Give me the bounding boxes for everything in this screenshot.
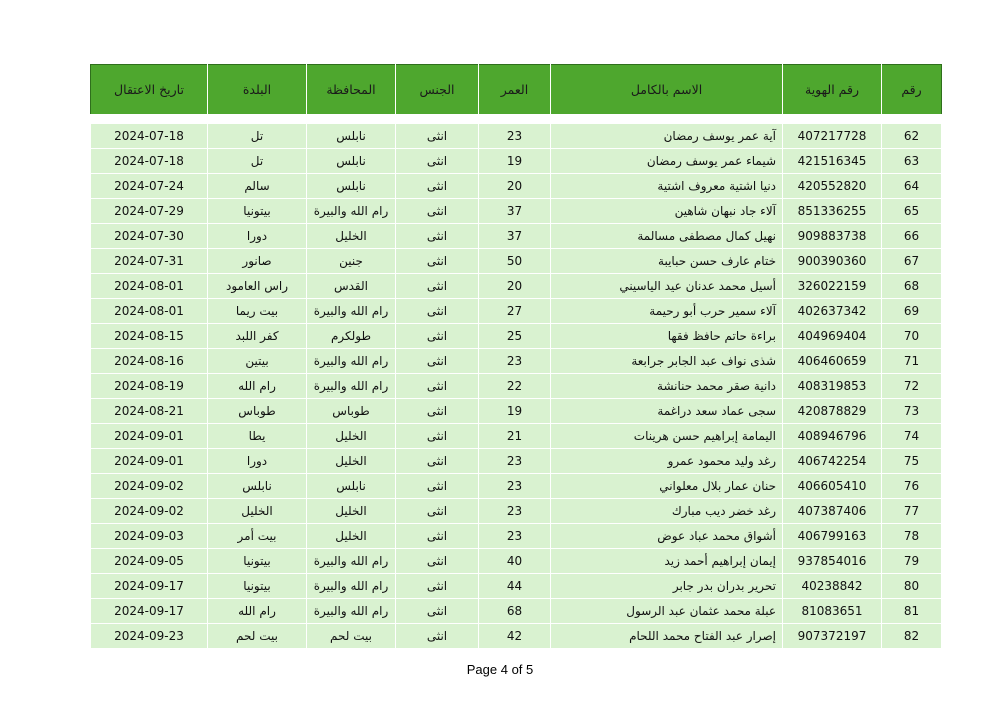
arrest-date-cell: 2024-08-01 xyxy=(91,299,208,324)
arrest-date-cell: 2024-07-18 xyxy=(91,149,208,174)
full-name-cell: إصرار عبد الفتاح محمد اللحام xyxy=(551,624,783,649)
gender-cell: انثى xyxy=(396,299,479,324)
governorate-cell: القدس xyxy=(307,274,396,299)
age-cell: 21 xyxy=(479,424,551,449)
town-cell: دورا xyxy=(208,449,307,474)
table-row xyxy=(91,374,942,399)
table-row xyxy=(91,324,942,349)
full-name-cell: نهيل كمال مصطفى مسالمة xyxy=(551,224,783,249)
id-number-cell: 40238842 xyxy=(783,574,882,599)
town-cell: بيت أمر xyxy=(208,524,307,549)
table-row xyxy=(91,399,942,424)
age-cell: 19 xyxy=(479,399,551,424)
full-name-cell: آية عمر يوسف رمضان xyxy=(551,124,783,149)
id-number-cell: 406799163 xyxy=(783,524,882,549)
governorate-cell: طولكرم xyxy=(307,324,396,349)
id-number-cell: 402637342 xyxy=(783,299,882,324)
age-cell: 68 xyxy=(479,599,551,624)
governorate-cell: نابلس xyxy=(307,149,396,174)
arrest-date-cell: 2024-09-01 xyxy=(91,449,208,474)
arrest-date-cell: 2024-08-21 xyxy=(91,399,208,424)
governorate-cell: الخليل xyxy=(307,524,396,549)
header-number: رقم xyxy=(882,65,942,115)
gender-cell: انثى xyxy=(396,474,479,499)
full-name-cell: سجى عماد سعد دراغمة xyxy=(551,399,783,424)
row-number-cell: 63 xyxy=(882,149,942,174)
gender-cell: انثى xyxy=(396,499,479,524)
table-row xyxy=(91,449,942,474)
id-number-cell: 81083651 xyxy=(783,599,882,624)
arrest-date-cell: 2024-07-29 xyxy=(91,199,208,224)
town-cell: بيت لحم xyxy=(208,624,307,649)
id-number-cell: 406460659 xyxy=(783,349,882,374)
header-id-number: رقم الهوية xyxy=(783,65,882,115)
gender-cell: انثى xyxy=(396,274,479,299)
town-cell: راس العامود xyxy=(208,274,307,299)
governorate-cell: رام الله والبيرة xyxy=(307,299,396,324)
age-cell: 23 xyxy=(479,449,551,474)
full-name-cell: آلاء سمير حرب أبو رحيمة xyxy=(551,299,783,324)
town-cell: بيت ريما xyxy=(208,299,307,324)
row-number-cell: 80 xyxy=(882,574,942,599)
id-number-cell: 406742254 xyxy=(783,449,882,474)
id-number-cell: 907372197 xyxy=(783,624,882,649)
full-name-cell: دانية صقر محمد حنانشة xyxy=(551,374,783,399)
gender-cell: انثى xyxy=(396,449,479,474)
town-cell: بيتونيا xyxy=(208,199,307,224)
arrest-date-cell: 2024-08-15 xyxy=(91,324,208,349)
full-name-cell: أشواق محمد عباد عوض xyxy=(551,524,783,549)
page-number: Page 4 of 5 xyxy=(466,662,534,677)
gender-cell: انثى xyxy=(396,524,479,549)
id-number-cell: 326022159 xyxy=(783,274,882,299)
full-name-cell: ختام عارف حسن حبايبة xyxy=(551,249,783,274)
table-header xyxy=(91,65,942,115)
governorate-cell: الخليل xyxy=(307,449,396,474)
town-cell: بيتونيا xyxy=(208,549,307,574)
gender-cell: انثى xyxy=(396,149,479,174)
arrest-date-cell: 2024-09-05 xyxy=(91,549,208,574)
id-number-cell: 900390360 xyxy=(783,249,882,274)
table-row xyxy=(91,549,942,574)
gender-cell: انثى xyxy=(396,574,479,599)
id-number-cell: 420552820 xyxy=(783,174,882,199)
governorate-cell: بيت لحم xyxy=(307,624,396,649)
age-cell: 25 xyxy=(479,324,551,349)
town-cell: بيتين xyxy=(208,349,307,374)
governorate-cell: رام الله والبيرة xyxy=(307,374,396,399)
row-number-cell: 75 xyxy=(882,449,942,474)
table-row xyxy=(91,224,942,249)
detainees-table xyxy=(90,64,942,649)
age-cell: 19 xyxy=(479,149,551,174)
arrest-date-cell: 2024-09-02 xyxy=(91,499,208,524)
gender-cell: انثى xyxy=(396,324,479,349)
full-name-cell: براءة حاتم حافظ فقها xyxy=(551,324,783,349)
id-number-cell: 909883738 xyxy=(783,224,882,249)
arrest-date-cell: 2024-09-01 xyxy=(91,424,208,449)
table-row xyxy=(91,174,942,199)
table-row xyxy=(91,299,942,324)
gender-cell: انثى xyxy=(396,549,479,574)
full-name-cell: إيمان إبراهيم أحمد زيد xyxy=(551,549,783,574)
town-cell: كفر اللبد xyxy=(208,324,307,349)
row-number-cell: 82 xyxy=(882,624,942,649)
id-number-cell: 407387406 xyxy=(783,499,882,524)
town-cell: دورا xyxy=(208,224,307,249)
header-full-name: الاسم بالكامل xyxy=(551,65,783,115)
table-row xyxy=(91,349,942,374)
age-cell: 27 xyxy=(479,299,551,324)
arrest-date-cell: 2024-07-31 xyxy=(91,249,208,274)
age-cell: 23 xyxy=(479,349,551,374)
gender-cell: انثى xyxy=(396,424,479,449)
row-number-cell: 73 xyxy=(882,399,942,424)
table-row xyxy=(91,124,942,149)
age-cell: 22 xyxy=(479,374,551,399)
arrest-date-cell: 2024-09-02 xyxy=(91,474,208,499)
row-number-cell: 69 xyxy=(882,299,942,324)
governorate-cell: الخليل xyxy=(307,224,396,249)
table-row xyxy=(91,249,942,274)
full-name-cell: اليمامة إبراهيم حسن هرينات xyxy=(551,424,783,449)
full-name-cell: حنان عمار بلال معلواني xyxy=(551,474,783,499)
full-name-cell: دنيا اشتية معروف اشتية xyxy=(551,174,783,199)
gender-cell: انثى xyxy=(396,199,479,224)
age-cell: 23 xyxy=(479,124,551,149)
gender-cell: انثى xyxy=(396,374,479,399)
row-number-cell: 65 xyxy=(882,199,942,224)
row-number-cell: 81 xyxy=(882,599,942,624)
row-number-cell: 64 xyxy=(882,174,942,199)
full-name-cell: أسيل محمد عدنان عيد الياسيني xyxy=(551,274,783,299)
town-cell: نابلس xyxy=(208,474,307,499)
town-cell: بيتونيا xyxy=(208,574,307,599)
arrest-date-cell: 2024-09-23 xyxy=(91,624,208,649)
row-number-cell: 68 xyxy=(882,274,942,299)
full-name-cell: عبلة محمد عثمان عبد الرسول xyxy=(551,599,783,624)
row-number-cell: 67 xyxy=(882,249,942,274)
town-cell: صانور xyxy=(208,249,307,274)
header-row xyxy=(91,65,942,115)
row-number-cell: 74 xyxy=(882,424,942,449)
gender-cell: انثى xyxy=(396,399,479,424)
full-name-cell: تحرير بدران بدر جابر xyxy=(551,574,783,599)
id-number-cell: 406605410 xyxy=(783,474,882,499)
row-number-cell: 72 xyxy=(882,374,942,399)
table-row xyxy=(91,524,942,549)
row-number-cell: 70 xyxy=(882,324,942,349)
governorate-cell: نابلس xyxy=(307,474,396,499)
gender-cell: انثى xyxy=(396,349,479,374)
row-number-cell: 66 xyxy=(882,224,942,249)
full-name-cell: شيماء عمر يوسف رمضان xyxy=(551,149,783,174)
town-cell: سالم xyxy=(208,174,307,199)
town-cell: تل xyxy=(208,149,307,174)
full-name-cell: رغد خضر ديب مبارك xyxy=(551,499,783,524)
row-number-cell: 71 xyxy=(882,349,942,374)
id-number-cell: 404969404 xyxy=(783,324,882,349)
age-cell: 20 xyxy=(479,274,551,299)
governorate-cell: رام الله والبيرة xyxy=(307,199,396,224)
governorate-cell: رام الله والبيرة xyxy=(307,574,396,599)
gender-cell: انثى xyxy=(396,224,479,249)
age-cell: 37 xyxy=(479,199,551,224)
table-row xyxy=(91,624,942,649)
governorate-cell: رام الله والبيرة xyxy=(307,549,396,574)
header-governorate: المحافظة xyxy=(307,65,396,115)
governorate-cell: طوباس xyxy=(307,399,396,424)
arrest-date-cell: 2024-07-30 xyxy=(91,224,208,249)
full-name-cell: رغد وليد محمود عمرو xyxy=(551,449,783,474)
town-cell: يطا xyxy=(208,424,307,449)
table-row xyxy=(91,149,942,174)
age-cell: 20 xyxy=(479,174,551,199)
id-number-cell: 421516345 xyxy=(783,149,882,174)
row-number-cell: 76 xyxy=(882,474,942,499)
arrest-date-cell: 2024-09-03 xyxy=(91,524,208,549)
gender-cell: انثى xyxy=(396,624,479,649)
governorate-cell: رام الله والبيرة xyxy=(307,349,396,374)
table-row xyxy=(91,474,942,499)
table-row xyxy=(91,199,942,224)
gender-cell: انثى xyxy=(396,124,479,149)
age-cell: 37 xyxy=(479,224,551,249)
table-row xyxy=(91,274,942,299)
table-row xyxy=(91,574,942,599)
governorate-cell: الخليل xyxy=(307,424,396,449)
table-row xyxy=(91,424,942,449)
arrest-date-cell: 2024-09-17 xyxy=(91,574,208,599)
id-number-cell: 420878829 xyxy=(783,399,882,424)
age-cell: 50 xyxy=(479,249,551,274)
id-number-cell: 408946796 xyxy=(783,424,882,449)
gender-cell: انثى xyxy=(396,599,479,624)
age-cell: 44 xyxy=(479,574,551,599)
age-cell: 40 xyxy=(479,549,551,574)
header-arrest-date: تاريخ الاعتقال xyxy=(91,65,208,115)
governorate-cell: نابلس xyxy=(307,174,396,199)
town-cell: طوباس xyxy=(208,399,307,424)
age-cell: 23 xyxy=(479,524,551,549)
town-cell: رام الله xyxy=(208,599,307,624)
full-name-cell: شذى نواف عبد الجابر جرابعة xyxy=(551,349,783,374)
governorate-cell: نابلس xyxy=(307,124,396,149)
id-number-cell: 851336255 xyxy=(783,199,882,224)
id-number-cell: 408319853 xyxy=(783,374,882,399)
row-number-cell: 62 xyxy=(882,124,942,149)
table-body xyxy=(91,115,942,649)
arrest-date-cell: 2024-09-17 xyxy=(91,599,208,624)
town-cell: الخليل xyxy=(208,499,307,524)
age-cell: 23 xyxy=(479,499,551,524)
header-gender: الجنس xyxy=(396,65,479,115)
town-cell: رام الله xyxy=(208,374,307,399)
row-number-cell: 77 xyxy=(882,499,942,524)
age-cell: 23 xyxy=(479,474,551,499)
arrest-date-cell: 2024-08-01 xyxy=(91,274,208,299)
header-spacer-row xyxy=(91,115,942,124)
id-number-cell: 937854016 xyxy=(783,549,882,574)
governorate-cell: رام الله والبيرة xyxy=(307,599,396,624)
arrest-date-cell: 2024-08-16 xyxy=(91,349,208,374)
header-town: البلدة xyxy=(208,65,307,115)
id-number-cell: 407217728 xyxy=(783,124,882,149)
governorate-cell: الخليل xyxy=(307,499,396,524)
town-cell: تل xyxy=(208,124,307,149)
gender-cell: انثى xyxy=(396,174,479,199)
table-row xyxy=(91,499,942,524)
governorate-cell: جنين xyxy=(307,249,396,274)
table-row xyxy=(91,599,942,624)
row-number-cell: 79 xyxy=(882,549,942,574)
gender-cell: انثى xyxy=(396,249,479,274)
spacer-cell xyxy=(91,115,942,124)
arrest-date-cell: 2024-07-24 xyxy=(91,174,208,199)
header-age: العمر xyxy=(479,65,551,115)
arrest-date-cell: 2024-07-18 xyxy=(91,124,208,149)
age-cell: 42 xyxy=(479,624,551,649)
full-name-cell: آلاء جاد نبهان شاهين xyxy=(551,199,783,224)
row-number-cell: 78 xyxy=(882,524,942,549)
arrest-date-cell: 2024-08-19 xyxy=(91,374,208,399)
